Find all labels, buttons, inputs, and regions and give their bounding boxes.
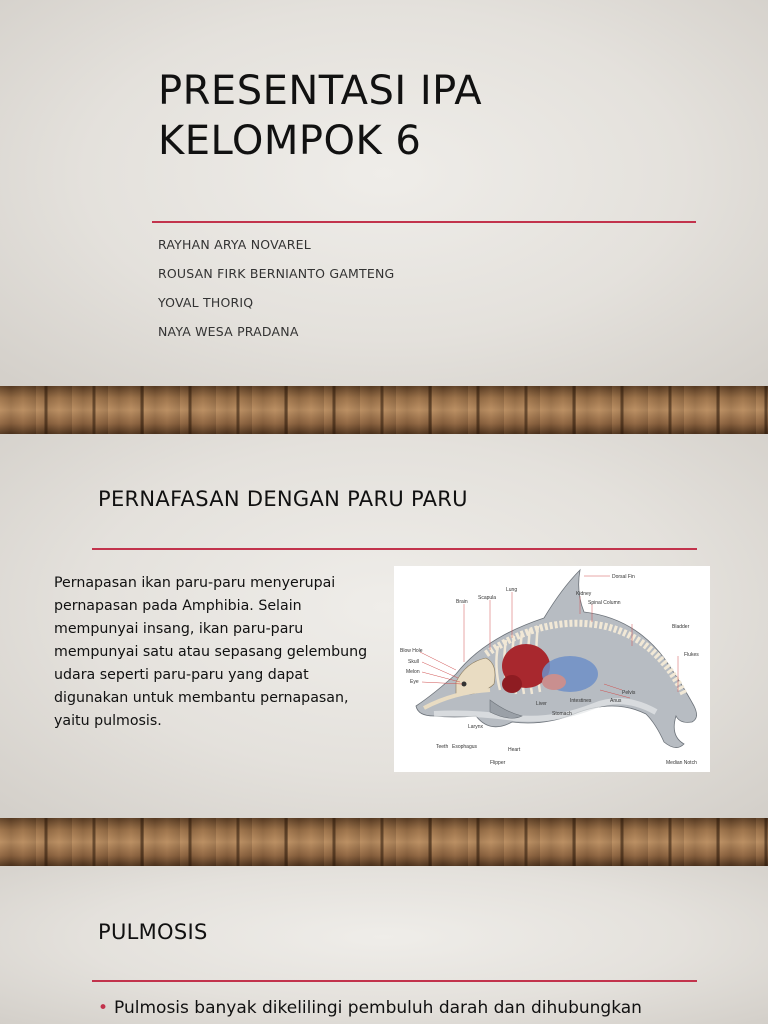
label-lung: Lung	[506, 587, 518, 593]
label-median-notch: Median Notch	[666, 760, 697, 766]
slide-1	[0, 0, 768, 386]
label-bladder: Bladder	[672, 624, 690, 630]
heart	[502, 675, 522, 693]
heading-divider	[92, 548, 697, 550]
slide-title: PRESENTASI IPA KELOMPOK 6	[158, 68, 483, 164]
slide-heading: PULMOSIS	[98, 920, 208, 944]
bullet-item	[98, 998, 642, 1018]
label-larynx: Larynx	[468, 724, 484, 730]
body-paragraph: Pernapasan ikan paru-paru menyerupai pernapasan pada Amphibia. Selain mempunyai insang, ikan paru-paru mempunyai satu atau sepasang gelembung udara seperti paru-paru yang dapat digunakan untuk membantu pernapasan, yaitu pulmosis.	[54, 575, 368, 729]
label-anus: Anus	[610, 698, 622, 704]
label-intestines: Intestines	[570, 698, 592, 704]
label-kidney: Kidney	[576, 591, 592, 597]
stomach	[542, 674, 566, 690]
member-name: YOVAL THORIQ	[158, 295, 254, 310]
label-teeth: Teeth	[436, 744, 449, 750]
bullet-dot: •	[98, 998, 109, 1018]
dolphin-anatomy-figure	[394, 566, 710, 772]
label-heart: Heart	[508, 747, 521, 753]
label-flukes: Flukes	[684, 652, 699, 658]
label-scapula: Scapula	[478, 595, 497, 601]
label-dorsal-fin: Dorsal Fin	[612, 574, 635, 580]
heading-divider	[92, 980, 697, 982]
dolphin-anatomy-image	[394, 566, 710, 772]
label-brain: Brain	[456, 599, 468, 605]
label-blow-hole: Blow Hole	[400, 648, 423, 654]
label-flipper: Flipper	[490, 760, 506, 766]
member-name: RAYHAN ARYA NOVAREL	[158, 237, 311, 252]
label-eye: Eye	[410, 679, 419, 685]
wood-floor-separator	[0, 386, 768, 434]
bullet-text: Pulmosis banyak dikelilingi pembuluh darah dan dihubungkan	[114, 998, 642, 1018]
label-spinal-column: Spinal Column	[588, 600, 621, 606]
label-melon: Melon	[406, 669, 420, 675]
label-esophagus: Esophagus	[452, 744, 478, 750]
title-divider	[152, 221, 696, 223]
slide-heading: PERNAFASAN DENGAN PARU PARU	[98, 487, 468, 511]
eye	[462, 682, 467, 687]
label-pelvis: Pelvis	[622, 690, 636, 696]
member-name: ROUSAN FIRK BERNIANTO GAMTENG	[158, 266, 395, 281]
member-name: NAYA WESA PRADANA	[158, 324, 299, 339]
wood-floor-separator	[0, 818, 768, 866]
label-skull: Skull	[408, 659, 419, 665]
label-stomach: Stomach	[552, 711, 572, 717]
label-liver: Liver	[536, 701, 547, 707]
